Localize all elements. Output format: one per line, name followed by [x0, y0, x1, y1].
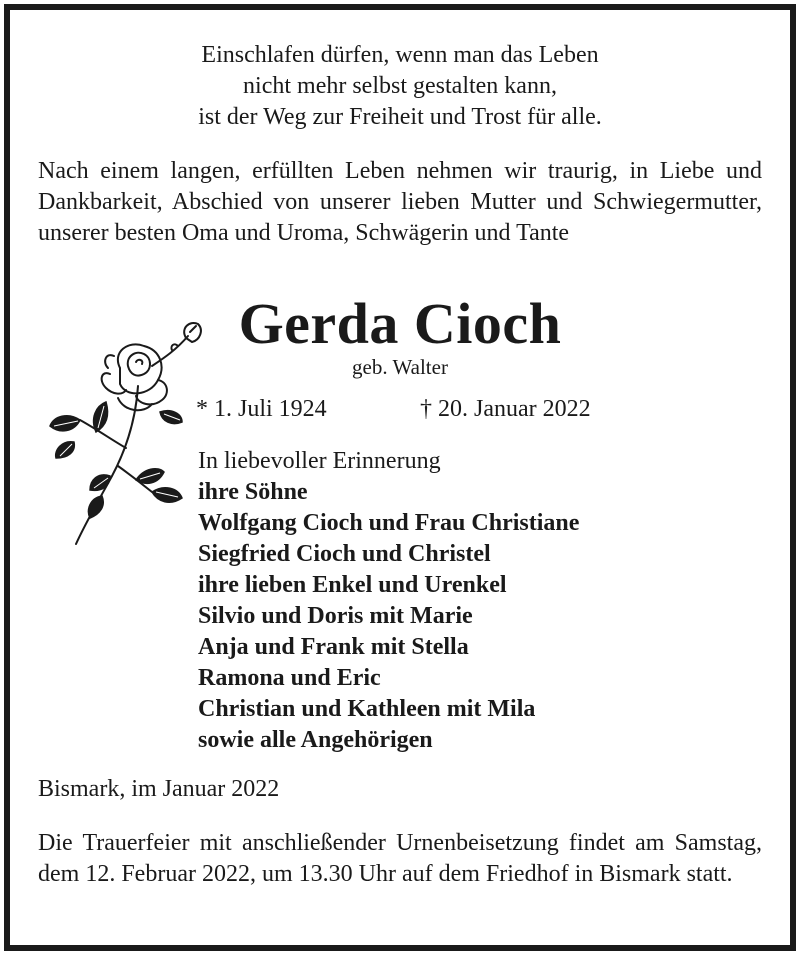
list-item: Christian und Kathleen mit Mila [198, 696, 536, 722]
deceased-name: Gerda Cioch [238, 291, 562, 356]
intro-text: Nach einem langen, erfüllten Leben nehmen wir traurig, in Liebe und Dankbarkeit, Abschied von unserer lieben Mutter und Schwiegermutter, unserer besten Oma und Uroma, Schwägerin und Tante [38, 158, 762, 246]
list-item: Siegfried Cioch und Christel [198, 541, 491, 567]
list-item: Anja und Frank mit Stella [198, 634, 469, 660]
obituary-frame [4, 4, 796, 951]
maiden-name: geb. Walter [352, 355, 448, 379]
poem [10, 40, 790, 133]
mourners-heading: In liebevoller Erinnerung [198, 448, 441, 474]
poem-line: ist der Weg zur Freiheit und Trost für alle. [198, 104, 602, 130]
funeral-notice: Die Trauerfeier mit anschließender Urnenbeisetzung findet am Samstag, dem 12. Februar 2022, um 13.30 Uhr auf dem Friedhof in Bismark statt. [38, 830, 762, 887]
list-item: ihre lieben Enkel und Urenkel [198, 572, 507, 598]
birth-date: * 1. Juli 1924 [196, 396, 327, 422]
list-item: Ramona und Eric [198, 665, 381, 691]
poem-line: Einschlafen dürfen, wenn man das Leben [201, 42, 599, 68]
place-date: Bismark, im Januar 2022 [38, 776, 280, 802]
list-item: Wolfgang Cioch und Frau Christiane [198, 510, 580, 536]
list-item: ihre Söhne [198, 479, 308, 505]
mourners-list [198, 446, 579, 756]
list-item: sowie alle Angehörigen [198, 727, 433, 753]
poem-line: nicht mehr selbst gestalten kann, [243, 73, 557, 99]
list-item: Silvio und Doris mit Marie [198, 603, 473, 629]
death-date: † 20. Januar 2022 [420, 396, 591, 422]
rose-icon [40, 316, 210, 552]
